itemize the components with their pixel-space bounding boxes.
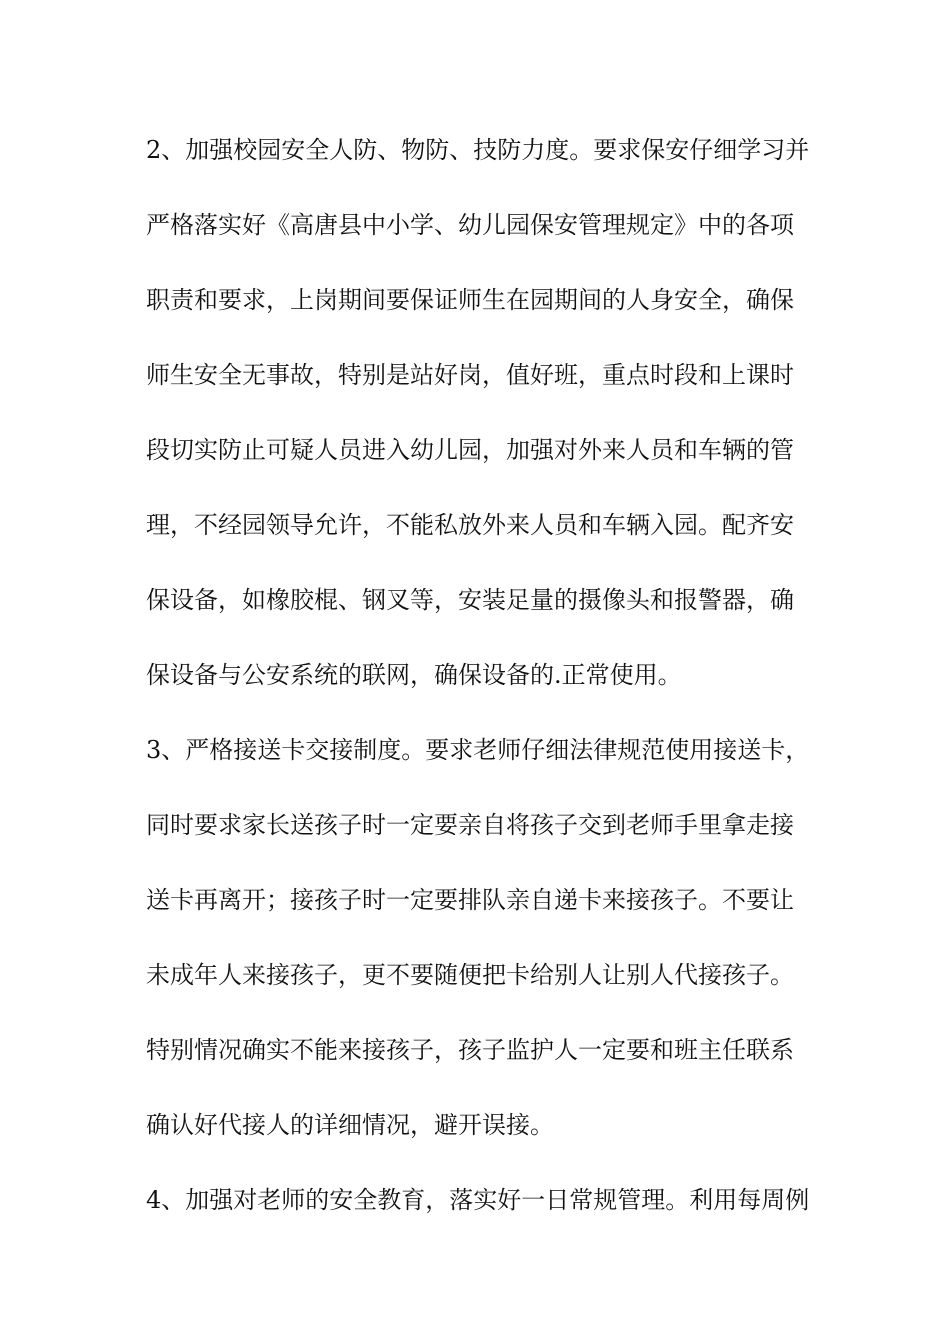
text-line: 师生安全无事故，特别是站好岗，值好班，重点时段和上课时 — [146, 361, 794, 389]
text-line: 段切实防止可疑人员进入幼儿园，加强对外来人员和车辆的管 — [146, 436, 794, 464]
text-line: 2、加强校园安全人防、物防、技防力度。要求保安仔细学习并 — [146, 136, 810, 164]
text-line: 保设备与公安系统的联网，确保设备的.正常使用。 — [146, 661, 682, 689]
text-line: 4、加强对老师的安全教育，落实好一日常规管理。利用每周例 — [146, 1186, 810, 1214]
text-line: 特别情况确实不能来接孩子，孩子监护人一定要和班主任联系 — [146, 1036, 794, 1064]
text-line: 严格落实好《高唐县中小学、幼儿园保安管理规定》中的各项 — [146, 211, 794, 239]
text-line: 理，不经园领导允许，不能私放外来人员和车辆入园。配齐安 — [146, 511, 794, 539]
text-line: 确认好代接人的详细情况，避开误接。 — [146, 1111, 554, 1139]
text-line: 送卡再离开；接孩子时一定要排队亲自递卡来接孩子。不要让 — [146, 886, 794, 914]
text-line: 3、严格接送卡交接制度。要求老师仔细法律规范使用接送卡， — [146, 736, 810, 764]
text-line: 同时要求家长送孩子时一定要亲自将孩子交到老师手里拿走接 — [146, 811, 794, 839]
text-line: 保设备，如橡胶棍、钢叉等，安装足量的摄像头和报警器，确 — [146, 586, 794, 614]
text-line: 职责和要求，上岗期间要保证师生在园期间的人身安全，确保 — [146, 286, 794, 314]
text-line: 未成年人来接孩子，更不要随便把卡给别人让别人代接孩子。 — [146, 961, 794, 989]
